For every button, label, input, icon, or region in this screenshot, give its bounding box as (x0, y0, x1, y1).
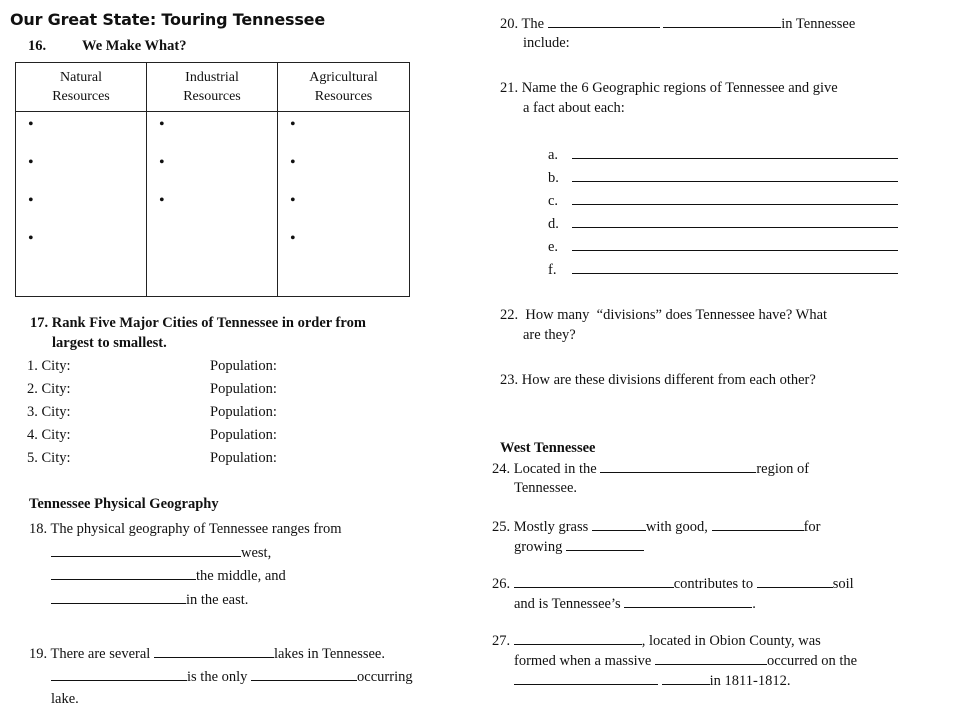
bullet: • (159, 154, 165, 171)
region-answer-line[interactable]: c. (548, 192, 898, 210)
bullet: • (159, 192, 165, 209)
q19-line-3: lake. (51, 691, 79, 707)
bullet: • (159, 116, 165, 133)
natural-resources-cell[interactable] (16, 112, 147, 297)
city-rank-row[interactable]: 1. City: (27, 358, 71, 374)
q16-heading: We Make What? (82, 38, 187, 54)
agricultural-resources-cell[interactable] (278, 112, 410, 297)
city-rank-row[interactable]: 3. City: (27, 404, 71, 420)
resources-table (15, 62, 410, 297)
q17-question-cont: largest to smallest. (52, 335, 167, 351)
bullet: • (28, 116, 34, 133)
population-label: Population: (210, 450, 277, 466)
city-rank-row[interactable]: 5. City: (27, 450, 71, 466)
q21-question: 21. Name the 6 Geographic regions of Tennessee and give (500, 80, 838, 96)
bullet: • (28, 230, 34, 247)
q22-question: 22. How many “divisions” does Tennessee have? What (500, 307, 828, 323)
bullet: • (28, 192, 34, 209)
west-tennessee-heading: West Tennessee (500, 440, 596, 456)
q24-line-1[interactable]: 24. Located in the region of (492, 461, 810, 477)
q25-line-2[interactable]: growing (514, 538, 644, 556)
q27-line-2[interactable]: formed when a massive occurred on the (514, 653, 858, 669)
industrial-resources-cell[interactable] (147, 112, 278, 297)
industrial-resources-header: Industrial Resources (147, 63, 278, 112)
q16-number: 16. (28, 38, 47, 54)
bullet: • (290, 230, 296, 247)
q19-line-2[interactable]: is the only occurring (51, 668, 413, 686)
region-answer-line[interactable]: d. (548, 215, 898, 233)
region-answer-line[interactable]: f. (548, 261, 898, 279)
q17-question: 17. Rank Five Major Cities of Tennessee in order from (30, 315, 366, 331)
city-rank-row[interactable]: 2. City: (27, 381, 71, 397)
agricultural-resources-header: Agricultural Resources (278, 63, 410, 112)
q21-question-cont: a fact about each: (523, 100, 625, 116)
q26-line-1[interactable]: 26. contributes to soil (492, 576, 854, 592)
q24-line-2: Tennessee. (514, 480, 577, 496)
region-answer-line[interactable]: b. (548, 169, 898, 187)
q20-line-1[interactable]: 20. The in Tennessee (500, 16, 856, 32)
region-answer-line[interactable]: e. (548, 238, 898, 256)
q19-line-1[interactable]: 19. There are several lakes in Tennessee. (29, 646, 385, 662)
q23-question: 23. How are these divisions different from each other? (500, 372, 816, 388)
q20-line-2: include: (523, 35, 570, 51)
natural-resources-header: Natural Resources (16, 63, 147, 112)
bullet: • (290, 192, 296, 209)
bullet: • (28, 154, 34, 171)
q25-line-1[interactable]: 25. Mostly grass with good, for (492, 519, 821, 535)
q22-question-cont: are they? (523, 327, 576, 343)
city-rank-row[interactable]: 4. City: (27, 427, 71, 443)
q18-west-line[interactable]: west, (51, 544, 271, 562)
q26-line-2[interactable]: and is Tennessee’s . (514, 596, 756, 612)
population-label: Population: (210, 427, 277, 443)
bullet: • (290, 154, 296, 171)
q18-question: 18. The physical geography of Tennessee ranges from (29, 521, 342, 537)
q27-line-3[interactable]: in 1811-1812. (514, 672, 790, 690)
worksheet-title: Our Great State: Touring Tennessee (10, 10, 325, 29)
q27-line-1[interactable]: 27. , located in Obion County, was (492, 633, 821, 649)
physical-geography-heading: Tennessee Physical Geography (29, 496, 219, 512)
q18-middle-line[interactable]: the middle, and (51, 567, 286, 585)
bullet: • (290, 116, 296, 133)
q18-east-line[interactable]: in the east. (51, 591, 248, 609)
region-answer-line[interactable]: a. (548, 146, 898, 164)
population-label: Population: (210, 381, 277, 397)
population-label: Population: (210, 404, 277, 420)
population-label: Population: (210, 358, 277, 374)
